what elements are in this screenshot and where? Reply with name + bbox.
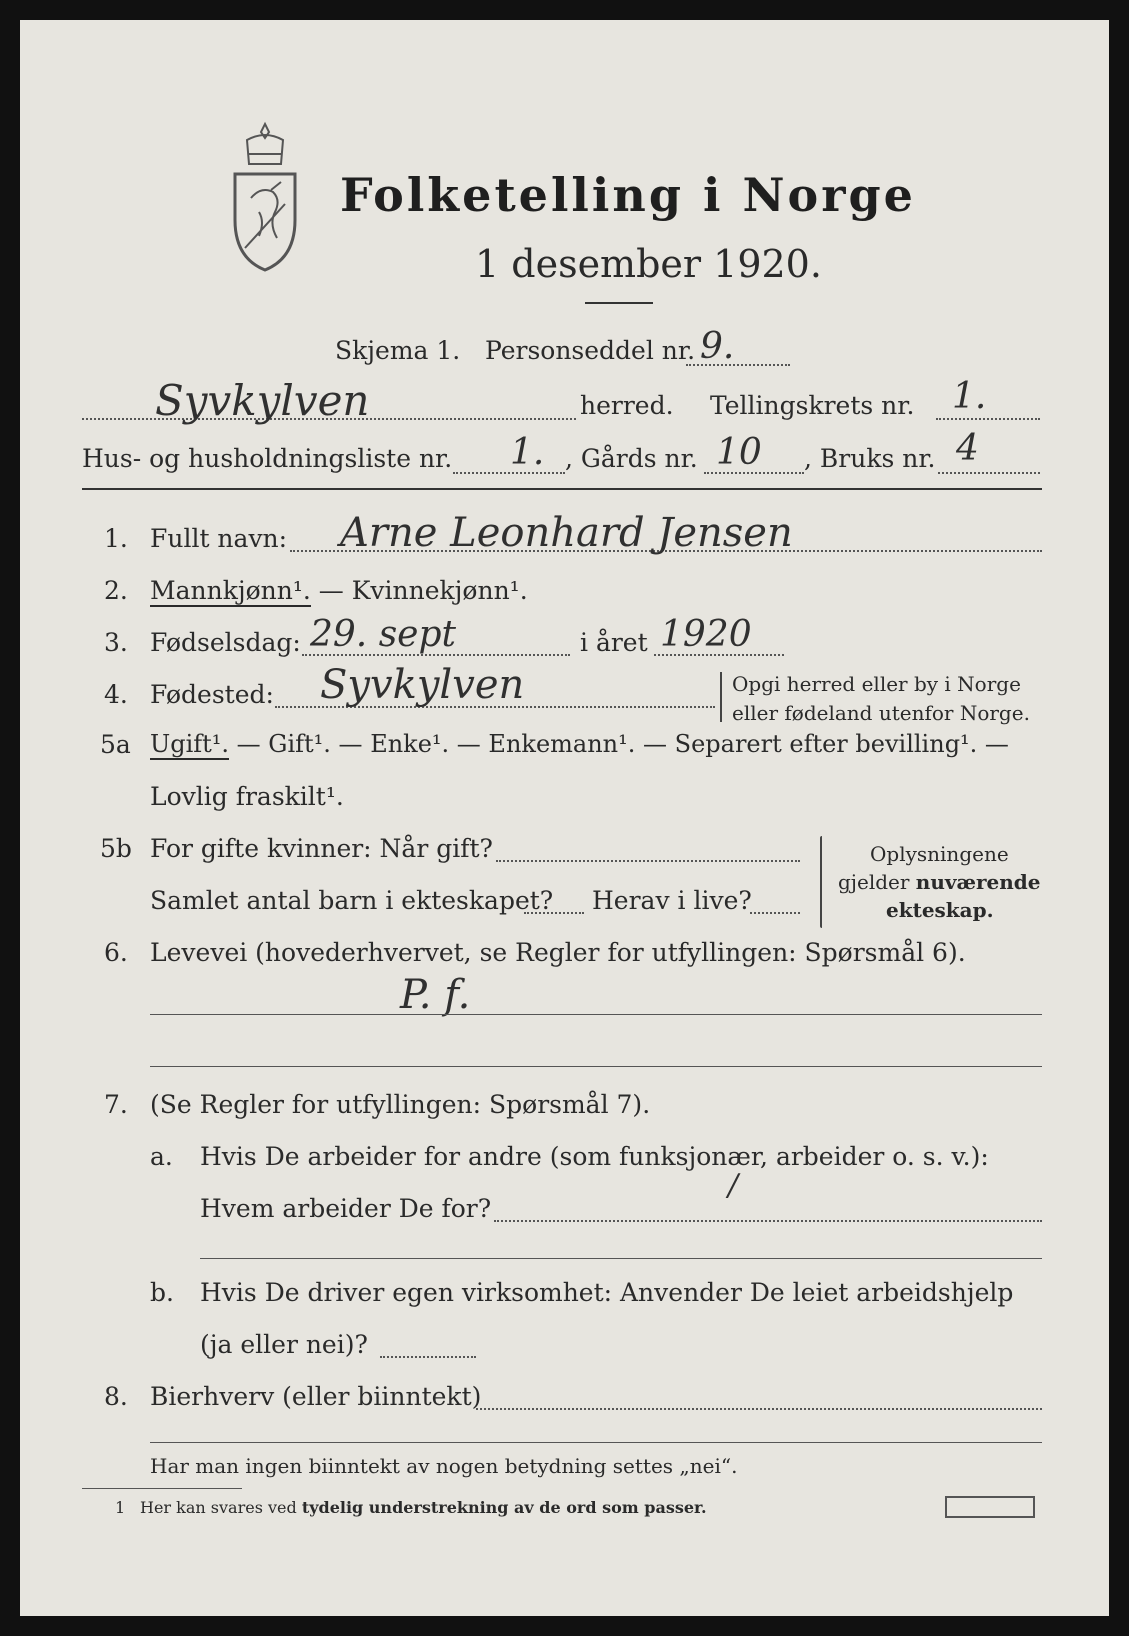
census-date: 1 desember 1920.	[475, 242, 822, 286]
household-list-label: Hus- og husholdningsliste nr.	[82, 444, 453, 473]
q7-label: (Se Regler for utfyllingen: Spørsmål 7).	[150, 1090, 651, 1119]
q1-label: Fullt navn:	[150, 524, 288, 553]
personseddel-value: 9.	[700, 326, 735, 367]
bruks-label: , Bruks nr.	[804, 444, 936, 473]
herred-value: Syvkylven	[155, 376, 370, 425]
footnote-marker: 1	[115, 1498, 126, 1517]
female-option: Kvinnekjønn¹.	[351, 576, 528, 605]
q8-number: 8.	[104, 1382, 128, 1411]
birthplace-note-2: eller fødeland utenfor Norge.	[732, 701, 1030, 725]
q7a-text: Hvis De arbeider for andre (som funksjonær, arbeider o. s. v.):	[200, 1142, 989, 1171]
q7-number: 7.	[104, 1090, 128, 1119]
occupation-value: P. f.	[400, 972, 471, 1018]
q5b-label-2: Samlet antal barn i ekteskapet?	[150, 886, 554, 915]
q8-label: Bierhverv (eller biinntekt)	[150, 1382, 482, 1411]
male-option: Mannkjønn¹.	[150, 576, 311, 605]
marital-options: — Gift¹. — Enke¹. — Enkemann¹. — Separert efter bevilling¹. —	[229, 730, 1009, 758]
income-note: Har man ingen biinntekt av nogen betydning settes „nei“.	[150, 1454, 738, 1478]
q5a-marital-status	[150, 730, 1009, 758]
tellingskrets-value: 1.	[952, 376, 987, 417]
q5a-line2: Lovlig fraskilt¹.	[150, 782, 344, 811]
q5a-number: 5a	[100, 730, 131, 759]
q1-number: 1.	[104, 524, 128, 553]
q7a-question: Hvem arbeider De for?	[200, 1194, 492, 1223]
marriage-note-3: ekteskap.	[886, 898, 994, 922]
marriage-note-2: gjelder nuværende	[838, 870, 1041, 894]
header-rule	[82, 488, 1042, 490]
q6-number: 6.	[104, 938, 128, 967]
q7b-text: Hvis De driver egen virksomhet: Anvender De leiet arbeidshjelp	[200, 1278, 1014, 1307]
tellingskrets-label: Tellingskrets nr.	[710, 391, 915, 420]
marriage-note-1: Oplysningene	[870, 842, 1009, 866]
full-name-value: Arne Leonhard Jensen	[340, 510, 793, 556]
bruks-value: 4	[956, 428, 979, 469]
q7b-question: (ja eller nei)?	[200, 1330, 368, 1359]
footnote-text: Her kan svares ved tydelig understrekning av de ord som passer.	[140, 1498, 707, 1517]
personseddel-label: Personseddel nr.	[485, 336, 696, 365]
employer-value: /	[728, 1168, 739, 1203]
q7b-letter: b.	[150, 1278, 174, 1307]
q6-label: Levevei (hovederhvervet, se Regler for utfyllingen: Spørsmål 6).	[150, 938, 966, 967]
q5b-number: 5b	[100, 834, 132, 863]
birthday-value: 29. sept	[310, 614, 456, 655]
form-title: Folketelling i Norge	[340, 168, 916, 222]
birthplace-value: Syvkylven	[320, 662, 525, 708]
census-form	[20, 20, 1109, 1616]
q4-number: 4.	[104, 680, 128, 709]
gards-label: , Gårds nr.	[565, 444, 698, 473]
q5b-label-1: For gifte kvinner: Når gift?	[150, 834, 493, 863]
q2-sex: Mannkjønn¹. — Kvinnekjønn¹.	[150, 576, 528, 605]
herred-label: herred.	[580, 391, 674, 420]
household-list-value: 1.	[510, 432, 545, 473]
year-label: i året	[580, 628, 648, 657]
birthplace-note-1: Opgi herred eller by i Norge	[732, 672, 1021, 696]
q5b-label-3: Herav i live?	[592, 886, 752, 915]
q4-label: Fødested:	[150, 680, 274, 709]
birth-year-value: 1920	[660, 614, 752, 655]
coat-of-arms-icon	[225, 120, 305, 280]
skjema-label: Skjema 1.	[335, 336, 461, 365]
q3-label: Fødselsdag:	[150, 628, 301, 657]
printer-stamp-icon	[945, 1496, 1035, 1518]
gards-value: 10	[716, 432, 762, 473]
q2-number: 2.	[104, 576, 128, 605]
q3-number: 3.	[104, 628, 128, 657]
q7a-letter: a.	[150, 1142, 173, 1171]
ugift-option: Ugift¹.	[150, 730, 230, 758]
title-divider	[585, 302, 653, 304]
